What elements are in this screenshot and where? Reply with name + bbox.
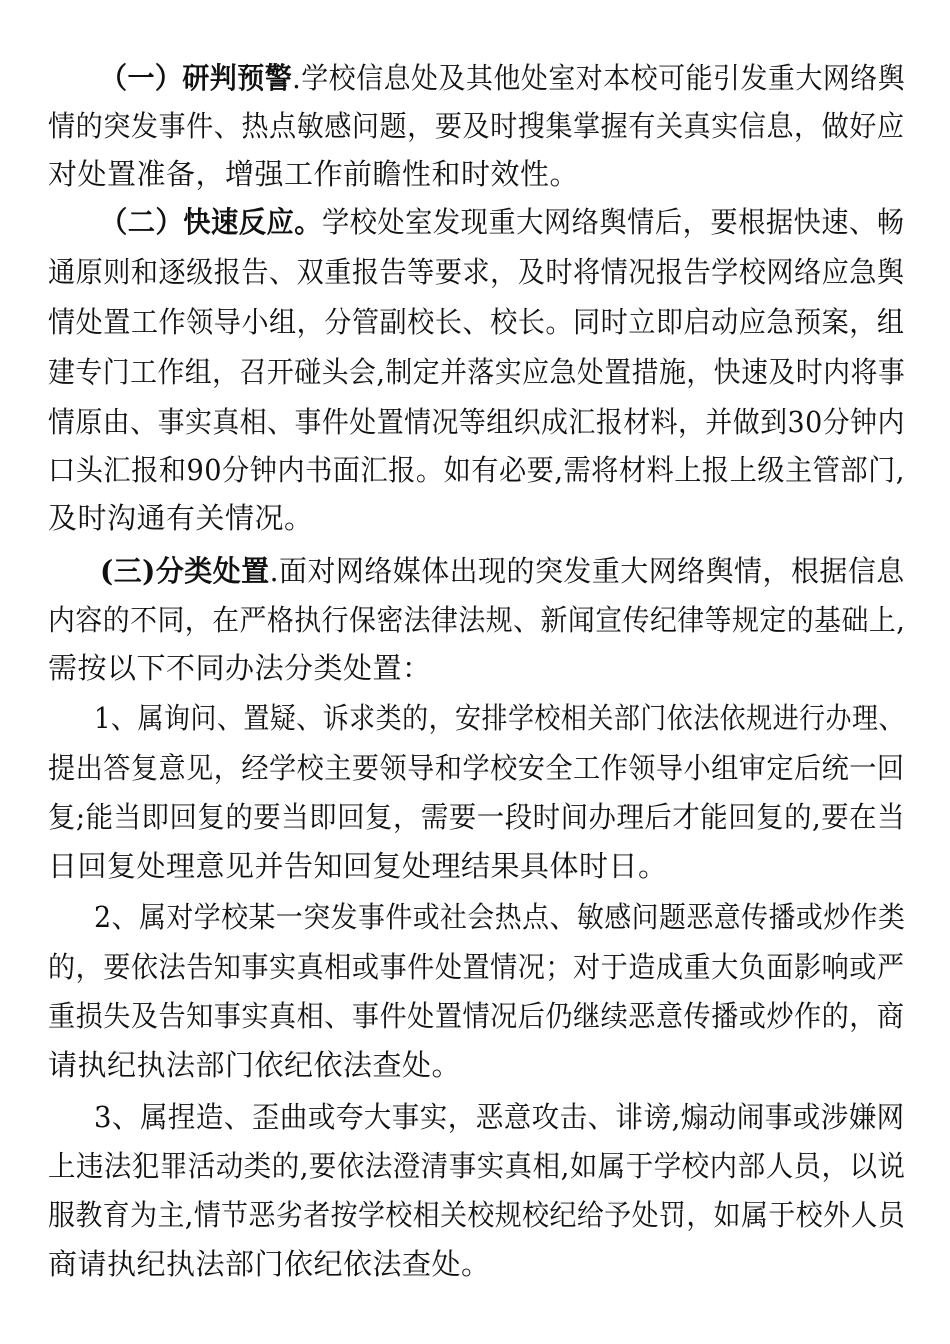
item3-line: 商请执纪执法部门依纪依法查处。 <box>48 1247 491 1281</box>
item1-line: 日回复处理意见并告知回复处理结果具体时日。 <box>48 849 668 883</box>
section1-heading: （一）研判预警 <box>100 61 293 95</box>
section2-line: 口头汇报和90分钟内书面汇报。如有必要,需将材料上报上级主管部门, <box>48 453 905 487</box>
item1-line: 提出答复意见，经学校主要领导和学校安全工作领导小组审定后统一回 <box>48 751 905 785</box>
section1-line: 情的突发事件、热点敏感问题，要及时搜集掌握有关真实信息，做好应 <box>48 109 905 143</box>
section1-line: 对处置准备，增强工作前瞻性和时效性。 <box>48 157 580 191</box>
item3-line: 3、属捏造、歪曲或夸大事实，恶意攻击、诽谤,煽动闹事或涉嫌网 <box>94 1100 905 1134</box>
section3-first-line <box>100 551 905 591</box>
item3-line: 服教育为主,情节恶劣者按学校相关校规校纪给予处罚，如属于校外人员 <box>48 1198 906 1232</box>
section2-line: 情处置工作领导小组，分管副校长、校长。同时立即启动应急预案，组 <box>48 305 905 339</box>
item2-line: 请执纪执法部门依纪依法查处。 <box>48 1048 462 1082</box>
section2-line: 情原由、事实真相、事件处置情况等组织成汇报材料，并做到30分钟内 <box>48 405 905 439</box>
section2-line: 建专门工作组，召开碰头会,制定并落实应急处置措施，快速及时内将事 <box>48 355 906 389</box>
item2-line: 重损失及告知事实真相、事件处置情况后仍继续恶意传播或炒作的，商 <box>48 999 905 1033</box>
item2-line: 2、属对学校某一突发事件或社会热点、敏感问题恶意传播或炒作类 <box>94 900 906 934</box>
item1-line: 1、属询问、置疑、诉求类的，安排学校相关部门依法依规进行办理、 <box>94 701 905 735</box>
section2-text: 学校处室发现重大网络舆情后，要根据快速、畅 <box>321 205 905 239</box>
section3-heading: (三)分类处置 <box>100 554 270 588</box>
item1-line: 复;能当即回复的要当即回复，需要一段时间办理后才能回复的,要在当 <box>48 800 906 834</box>
section1-text: .学校信息处及其他处室对本校可能引发重大网络舆 <box>292 61 906 95</box>
section3-line: 需按以下不同办法分类处置： <box>48 651 432 685</box>
section2-line: 及时沟通有关情况。 <box>48 501 314 535</box>
section3-text: .面对网络媒体出现的突发重大网络舆情，根据信息 <box>269 554 905 588</box>
item2-line: 的，要依法告知事实真相或事件处置情况；对于造成重大负面影响或严 <box>48 950 905 984</box>
section2-first-line <box>100 202 905 242</box>
section1-first-line <box>100 58 905 98</box>
section2-line: 通原则和逐级报告、双重报告等要求，及时将情况报告学校网络应急舆 <box>48 255 905 289</box>
item3-line: 上违法犯罪活动类的,要依法澄清事实真相,如属于学校内部人员，以说 <box>48 1149 906 1183</box>
section2-heading: （二）快速反应。 <box>100 205 322 239</box>
section3-line: 内容的不同，在严格执行保密法律法规、新闻宣传纪律等规定的基础上, <box>48 603 906 637</box>
